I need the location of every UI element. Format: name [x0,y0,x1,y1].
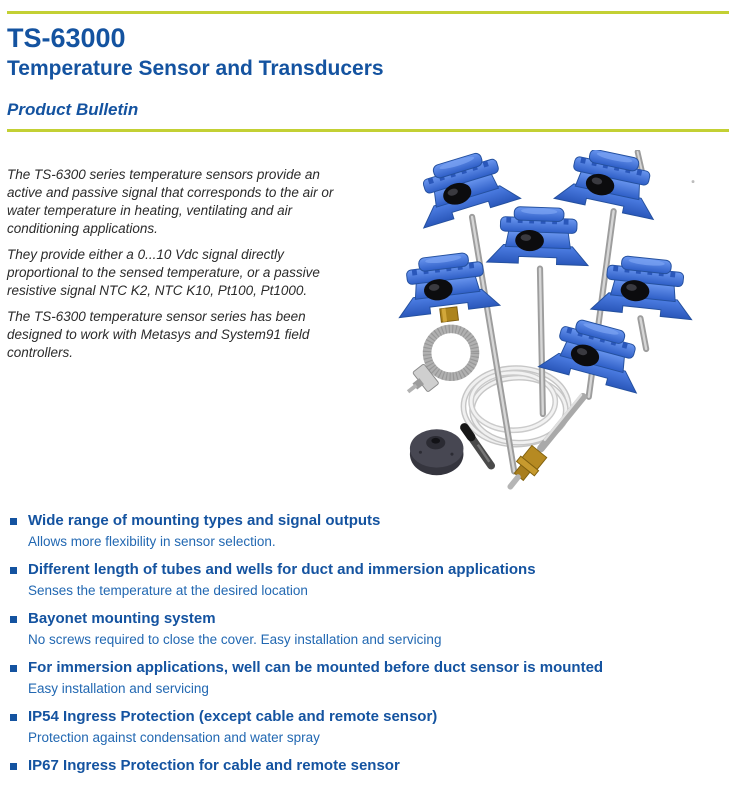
feature-text [28,512,380,550]
feature-text [28,561,536,599]
feature-description: No screws required to close the cover. Easy installation and servicing [28,632,442,647]
feature-description: Easy installation and servicing [28,681,209,696]
feature-text [28,708,437,746]
feature-title: Bayonet mounting system [28,610,216,627]
feature-text [28,757,400,778]
sensor-head-1 [407,150,520,228]
feature-text [28,610,441,648]
bullet-square-icon [10,518,17,525]
intro-paragraph-1: The TS-6300 series temperature sensors provide an active and passive signal that corresponds to the air or water temperature in heating, ventilating and air conditioning applications. [7,167,334,236]
feature-description: Protection against condensation and water spray [28,730,320,745]
intro-section [7,132,729,504]
document-header [7,23,729,120]
feature-description: Allows more flexibility in sensor selection. [28,534,276,549]
intro-paragraph-3: The TS-6300 temperature sensor series has been designed to work with Metasys and System91 field controllers. [7,309,310,360]
accent-rule-top [7,11,729,14]
photo-speck [692,180,695,183]
brass-fitting [440,307,459,322]
feature-item-mounting-types [10,512,729,550]
product-code: TS-63000 [7,23,126,53]
features-list [7,512,729,778]
feature-title: IP67 Ingress Protection for cable and remote sensor [28,757,400,774]
bullet-square-icon [10,763,17,770]
hose-clamp [400,329,475,402]
feature-title: Wide range of mounting types and signal outputs [28,512,381,529]
feature-item-bayonet-mounting [10,610,729,648]
product-photo-illustration [394,150,729,502]
bullet-square-icon [10,567,17,574]
feature-item-ip54 [10,708,729,746]
feature-description: Senses the temperature at the desired location [28,583,308,598]
bullet-square-icon [10,665,17,672]
intro-text [7,132,345,362]
product-title: Temperature Sensor and Transducers [7,57,384,80]
feature-title: IP54 Ingress Protection (except cable and remote sensor) [28,708,438,725]
bullet-square-icon [10,616,17,623]
feature-title: Different length of tubes and wells for duct and immersion applications [28,561,536,578]
doc-type-label: Product Bulletin [7,100,139,119]
feature-item-tube-lengths [10,561,729,599]
feature-item-immersion-well [10,659,729,697]
remote-sensor-disc [410,429,464,475]
feature-item-ip67 [10,757,729,778]
sensor-head-3 [487,206,590,266]
product-photo [394,150,729,502]
bullet-square-icon [10,714,17,721]
feature-text [28,659,603,697]
feature-title: For immersion applications, well can be mounted before duct sensor is mounted [28,659,604,676]
intro-paragraph-2: They provide either a 0...10 Vdc signal directly proportional to the sensed temperature, or a passive resistive signal NTC K2, NTC K10, Pt100, Pt1000. [7,247,320,298]
sensor-head-2 [554,150,665,219]
